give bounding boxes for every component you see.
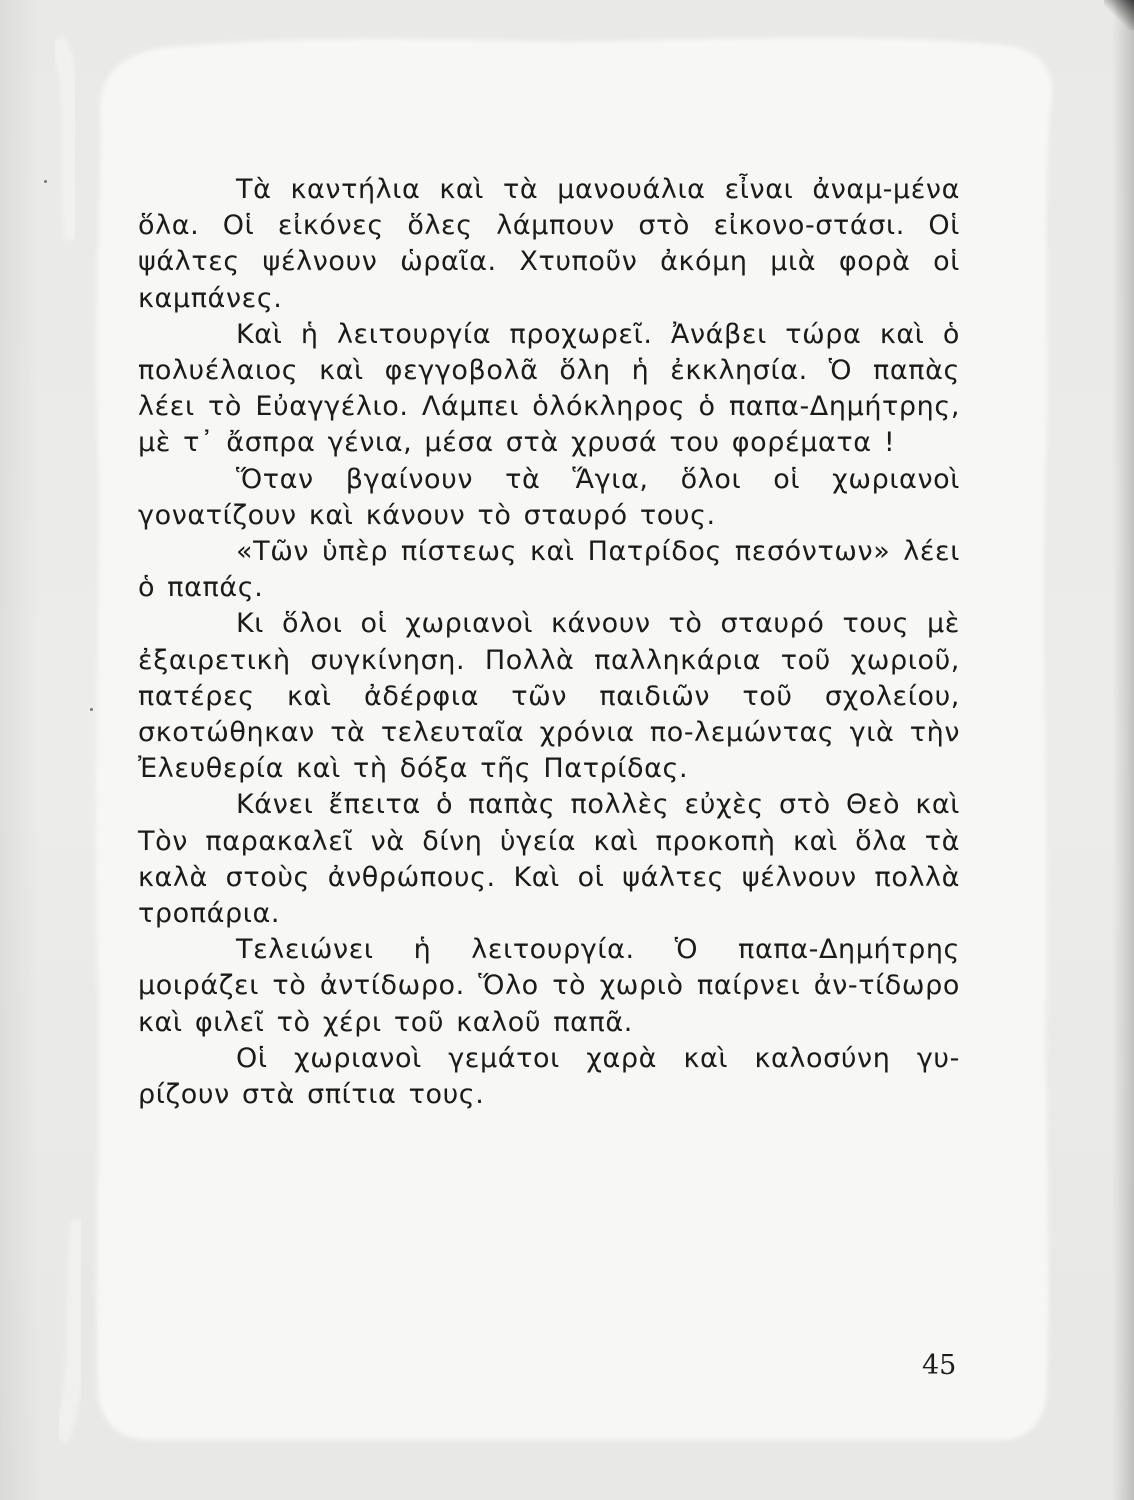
page-number: 45 [922, 1350, 957, 1381]
dust-speck [44, 180, 47, 183]
paragraph: Οἱ χωριανοὶ γεμάτοι χαρὰ καὶ καλοσύνη γυ-ρίζουν στὰ σπίτια τους. [138, 1042, 960, 1111]
paragraph: Καὶ ἡ λειτουργία προχωρεῖ. Ἀνάβει τώρα καὶ ὁ πολυέλαιος καὶ φεγγοβολᾶ ὅλη ἡ ἐκκλησία. Ὁ παπὰς λέει τὸ Εὐαγγέλιο. Λάμπει ὁλόκληρος ὁ παπα-Δημήτρης, μὲ τ᾽ ἄσπρα γένια, μέσα στὰ χρυσά του φορέματα ! [138, 318, 960, 459]
paragraph: Ὅταν βγαίνουν τὰ Ἅγια, ὅλοι οἱ χωριανοὶ γονατίζουν καὶ κάνουν τὸ σταυρό τους. [138, 463, 960, 531]
paragraph: «Τῶν ὑπὲρ πίστεως καὶ Πατρίδος πεσόντων» λέει ὁ παπάς. [138, 536, 960, 604]
paragraph: Τελειώνει ἡ λειτουργία. Ὁ παπα-Δημήτρης μοιράζει τὸ ἀντίδωρο. Ὅλο τὸ χωριὸ παίρνει ἀν-τίδωρο καὶ φιλεῖ τὸ χέρι τοῦ καλοῦ παπᾶ. [138, 934, 960, 1038]
dust-speck [90, 708, 93, 711]
paragraph: Κάνει ἔπειτα ὁ παπὰς πολλὲς εὐχὲς στὸ Θεὸ καὶ Τὸν παρακαλεῖ νὰ δίνη ὑγεία καὶ προκοπὴ καὶ ὅλα τὰ καλὰ στοὺς ἀνθρώπους. Καὶ οἱ ψάλτες ψέλνουν πολλὰ τροπάρια. [138, 789, 960, 930]
paragraph: Κι ὅλοι οἱ χωριανοὶ κάνουν τὸ σταυρό τους μὲ ἐξαιρετικὴ συγκίνηση. Πολλὰ παλληκάρια τοῦ χωριοῦ, πατέρες καὶ ἀδέρφια τῶν παιδιῶν τοῦ σχολείου, σκοτώθηκαν τὰ τελευταῖα χρόνια πο-λεμώντας γιὰ τὴν Ἐλευθερία καὶ τὴ δόξα τῆς Πατρίδας. [138, 608, 960, 785]
story-text [138, 172, 960, 1113]
paragraph: Τὰ καντήλια καὶ τὰ μανουάλια εἶναι ἀναμ-μένα ὅλα. Οἱ εἰκόνες ὅλες λάμπουν στὸ εἰκονο-στάσι. Οἱ ψάλτες ψέλνουν ὡραῖα. Χτυποῦν ἀκόμη μιὰ φορὰ οἱ καμπάνες. [138, 174, 960, 314]
